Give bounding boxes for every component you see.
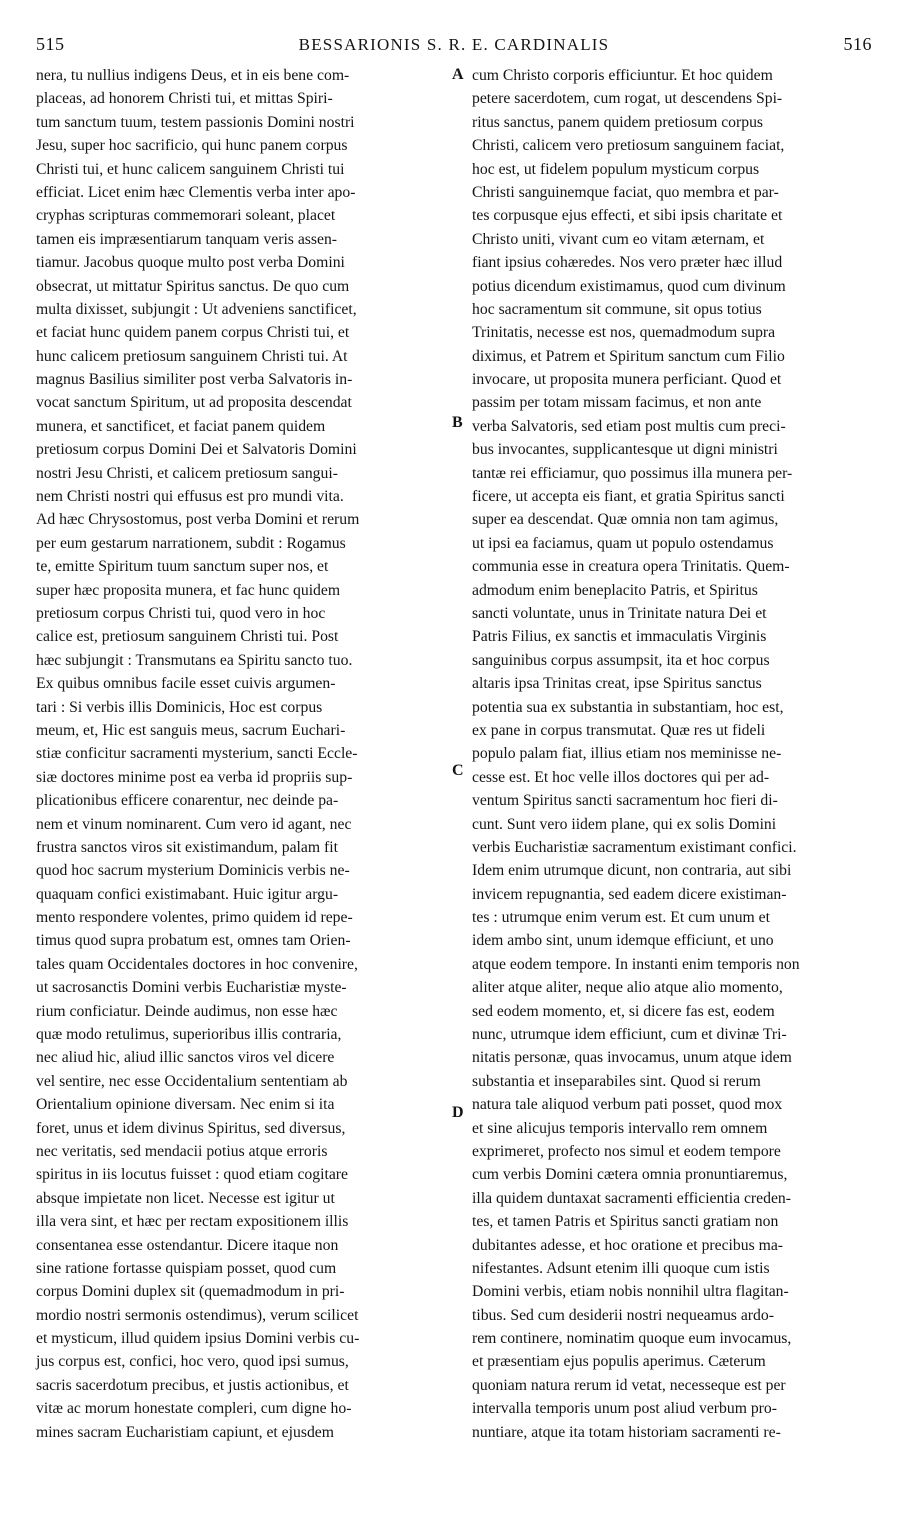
text-line: quoniam natura rerum id vetat, necesseque est per: [472, 1376, 786, 1394]
text-line: plicationibus efficere conarentur, nec deinde pa-: [36, 792, 339, 810]
text-line: verbis Eucharistiæ sacramentum existimant confici.: [472, 838, 797, 856]
text-line: frustra sanctos viros sit existimandum, palam fit: [36, 838, 338, 856]
text-line: Orientalium opinione diversam. Nec enim si ita: [36, 1096, 335, 1114]
text-line: spiritus in iis locutus fuisset : quod etiam cogitare: [36, 1166, 348, 1184]
text-line: cunt. Sunt vero iidem plane, qui ex solis Domini: [472, 815, 777, 833]
text-line: rium conficiatur. Deinde audimus, non esse hæc: [36, 1002, 338, 1020]
text-line: communia esse in creatura opera Trinitatis. Quem-: [472, 558, 790, 576]
text-line: ficere, ut accepta eis fiant, et gratia Spiritus sancti: [472, 488, 785, 506]
text-line: siæ doctores minime post ea verba id propriis sup-: [36, 768, 353, 786]
text-line: tes, et tamen Patris et Spiritus sancti gratiam non: [472, 1213, 779, 1231]
text-line: sine ratione fortasse quispiam posset, quod cum: [36, 1259, 337, 1277]
text-line: consentanea esse ostendantur. Dicere itaque non: [36, 1236, 339, 1254]
text-line: aliter atque aliter, neque alio atque alio momento,: [472, 979, 783, 997]
text-line: tes corpusque ejus effecti, et sibi ipsis charitate et: [472, 207, 783, 225]
text-line: altaris ipsa Trinitas creat, ipse Spiritus sanctus: [472, 675, 762, 693]
text-line: magnus Basilius similiter post verba Salvatoris in-: [36, 371, 353, 389]
text-line: ritus sanctus, panem quidem pretiosum corpus: [472, 113, 764, 131]
running-header: [36, 34, 872, 60]
text-line: pretiosum corpus Christi tui, quod vero in hoc: [36, 604, 326, 622]
text-line: munera, et sanctificet, et faciat panem quidem: [36, 417, 326, 435]
text-line: tales quam Occidentales doctores in hoc convenire,: [36, 955, 358, 973]
text-line: cum verbis Domini cætera omnia pronuntiaremus,: [472, 1166, 788, 1184]
text-line: Christi sanguinemque faciat, quo membra et par-: [472, 183, 779, 201]
text-line: tiamur. Jacobus quoque multo post verba Domini: [36, 254, 345, 272]
text-line: timus quod supra probatum est, omnes tam Orien-: [36, 932, 351, 950]
text-line: Patris Filius, ex sanctis et immaculatis Virginis: [472, 628, 767, 646]
text-line: diximus, et Patrem et Spiritum sanctum cum Filio: [472, 347, 785, 365]
text-line: tes : utrumque enim verum est. Et cum unum et: [472, 909, 771, 927]
text-line: nec veritatis, sed mendacii potius atque erroris: [36, 1142, 328, 1160]
text-line: tari : Si verbis illis Dominicis, Hoc est corpus: [36, 698, 323, 716]
text-line: hoc sacramentum sit commune, sit opus totius: [472, 300, 762, 318]
text-line: illa vera sint, et hæc per rectam expositionem illis: [36, 1213, 349, 1231]
text-line: ut ipsi ea faciamus, quam ut populo ostendamus: [472, 534, 774, 552]
text-line: verba Salvatoris, sed etiam post multis cum preci-: [472, 417, 786, 435]
text-line: invocare, ut proposita munera perficiant. Quod et: [472, 371, 782, 389]
text-line: hunc calicem pretiosum sanguinem Christi tui. At: [36, 347, 348, 365]
text-line: atque eodem tempore. In instanti enim temporis non: [472, 955, 800, 973]
text-line: Christi, calicem vero pretiosum sanguinem faciat,: [472, 137, 785, 155]
text-line: exprimeret, profecto nos simul et eodem tempore: [472, 1142, 781, 1160]
text-line: tibus. Sed cum desiderii nostri nequeamus ardo-: [472, 1306, 774, 1324]
text-line: sancti voluntate, unus in Trinitate natura Dei et: [472, 604, 767, 622]
text-line: mines sacram Eucharistiam capiunt, et ejusdem: [36, 1423, 334, 1441]
text-line: nec aliud hic, aliud illic sanctos viros vel dicere: [36, 1049, 335, 1067]
text-line: Idem enim utrumque dicunt, non contraria, aut sibi: [472, 862, 792, 880]
text-line: fiant ipsius cohæredes. Nos vero præter hæc illud: [472, 254, 783, 272]
text-line: vel sentire, nec esse Occidentalium sententiam ab: [36, 1072, 348, 1090]
text-line: tum sanctum tuum, testem passionis Domini nostri: [36, 113, 355, 131]
text-line: nuntiare, atque ita totam historiam sacramenti re-: [472, 1423, 781, 1441]
text-line: nunc, utrumque idem efficiunt, cum et divinæ Tri-: [472, 1026, 787, 1044]
text-line: mordio nostri sermonis ostendimus), verum scilicet: [36, 1306, 359, 1324]
section-marker-c: C: [452, 762, 464, 779]
text-line: invicem repugnantia, sed eadem dicere existiman-: [472, 885, 787, 903]
text-line: et præsentiam ejus populis aperimus. Cæterum: [472, 1353, 766, 1371]
text-line: bus invocantes, supplicantesque ut digni ministri: [472, 441, 778, 459]
text-line: efficiat. Licet enim hæc Clementis verba inter apo-: [36, 183, 356, 201]
section-marker-a: A: [452, 66, 464, 83]
text-line: super ea descendat. Quæ omnia non tam agimus,: [472, 511, 779, 529]
text-line: nitatis personæ, quas invocamus, unum atque idem: [472, 1049, 792, 1067]
text-line: tamen eis impræsentiarum tanquam veris assen-: [36, 230, 338, 248]
text-line: te, emitte Spiritum tuum sanctum super nos, et: [36, 558, 329, 576]
text-line: stiæ conficitur sacramenti mysterium, sancti Eccle-: [36, 745, 358, 763]
text-line: potentia sua ex substantia in substantiam, hoc est,: [472, 698, 784, 716]
running-title: BESSARIONIS S. R. E. CARDINALIS: [298, 35, 610, 54]
text-line: mento respondere volentes, primo quidem id repe-: [36, 909, 353, 927]
text-line: sed eodem momento, et, si dicere fas est, eodem: [472, 1002, 775, 1020]
text-line: nem et vinum nominarent. Cum vero id agant, nec: [36, 815, 352, 833]
text-line: vitæ ac morum honestate compleri, cum digne ho-: [36, 1400, 352, 1418]
text-line: passim per totam missam facimus, et non ante: [472, 394, 762, 412]
text-line: idem ambo sint, unum idemque efficiunt, et uno: [472, 932, 774, 950]
text-line: cesse est. Et hoc velle illos doctores qui per ad-: [472, 768, 770, 786]
text-line: hoc est, ut fidelem populum mysticum corpus: [472, 160, 760, 178]
text-line: nostri Jesu Christi, et calicem pretiosum sangui-: [36, 464, 338, 482]
text-line: calice est, pretiosum sanguinem Christi tui. Post: [36, 628, 339, 646]
page-number-right: 516: [843, 34, 872, 54]
text-line: per eum gestarum narrationem, subdit : Rogamus: [36, 534, 346, 552]
text-line: substantia et inseparabiles sint. Quod si rerum: [472, 1072, 761, 1090]
text-line: et faciat hunc quidem panem corpus Christi tui, et: [36, 324, 350, 342]
text-line: nem Christi nostri qui effusus est pro mundi vita.: [36, 488, 344, 506]
text-line: meum, et, Hic est sanguis meus, sacrum Euchari-: [36, 721, 346, 739]
text-line: Christo uniti, vivant cum eo vitam æternam, et: [472, 230, 765, 248]
text-line: Domini verbis, etiam nobis nonnihil ultra flagitan-: [472, 1283, 789, 1301]
text-line: quæ modo retulimus, superioribus illis contraria,: [36, 1026, 342, 1044]
text-line: vocat sanctum Spiritum, ut ad proposita descendat: [36, 394, 352, 412]
text-line: cryphas scripturas commemorari soleant, placet: [36, 207, 336, 225]
text-line: sanguinibus corpus assumpsit, ita et hoc corpus: [472, 651, 770, 669]
text-line: super hæc proposita munera, et fac hunc quidem: [36, 581, 341, 599]
text-line: Ex quibus omnibus facile esset cuivis argumen-: [36, 675, 336, 693]
text-line: nera, tu nullius indigens Deus, et in eis bene com-: [36, 67, 350, 84]
text-line: placeas, ad honorem Christi tui, et mittas Spiri-: [36, 90, 333, 108]
text-line: absque impietate non licet. Necesse est igitur ut: [36, 1189, 335, 1207]
text-line: potius dicendum existimamus, quod cum divinum: [472, 277, 786, 295]
text-line: hæc subjungit : Transmutans ea Spiritu sancto tuo.: [36, 651, 353, 669]
text-line: cum Christo corporis efficiuntur. Et hoc quidem: [472, 67, 773, 84]
text-line: multa dixisset, subjungit : Ut adveniens sanctificet,: [36, 300, 357, 318]
text-line: ventum Spiritus sancti sacramentum hoc fieri di-: [472, 792, 778, 810]
text-line: Ad hæc Chrysostomus, post verba Domini et rerum: [36, 511, 360, 529]
text-line: dubitantes adesse, et hoc oratione et precibus ma-: [472, 1236, 784, 1254]
text-line: et sine alicujus temporis intervallo rem omnem: [472, 1119, 768, 1137]
text-line: admodum enim beneplacito Patris, et Spiritus: [472, 581, 758, 599]
text-line: obsecrat, ut mittatur Spiritus sanctus. De quo cum: [36, 277, 350, 295]
text-line: rem continere, nominatim quoque eum invocamus,: [472, 1330, 792, 1348]
section-marker-b: B: [452, 414, 463, 431]
text-line: et mysticum, illud quidem ipsius Domini verbis cu-: [36, 1330, 360, 1348]
text-line: Jesu, super hoc sacrificio, qui hunc panem corpus: [36, 137, 348, 155]
page-number-left: 515: [36, 34, 65, 54]
text-line: nifestantes. Adsunt etenim illi quoque cum istis: [472, 1259, 770, 1277]
text-line: Trinitatis, necesse est nos, quemadmodum supra: [472, 324, 776, 342]
text-line: foret, unus et idem divinus Spiritus, sed diversus,: [36, 1119, 346, 1137]
text-line: illa quidem duntaxat sacramenti efficientia creden-: [472, 1189, 791, 1207]
text-line: ex pane in corpus transmutat. Quæ res ut fideli: [472, 721, 766, 739]
text-line: petere sacerdotem, cum rogat, ut descendens Spi-: [472, 90, 783, 108]
text-line: ut sacrosanctis Domini verbis Eucharistiæ myste-: [36, 979, 347, 997]
left-column: [36, 64, 446, 1444]
text-line: corpus Domini duplex sit (quemadmodum in pri-: [36, 1283, 345, 1301]
section-marker-d: D: [452, 1104, 464, 1121]
text-line: populo palam fiat, illius etiam nos meminisse ne-: [472, 745, 782, 763]
text-line: Christi tui, et hunc calicem sanguinem Christi tui: [36, 160, 345, 178]
text-line: quod hoc sacrum mysterium Dominicis verbis ne-: [36, 862, 350, 880]
right-column: [472, 64, 882, 1444]
text-line: jus corpus est, confici, hoc vero, quod ipsi sumus,: [36, 1353, 349, 1371]
text-line: quaquam confici existimabant. Huic igitur argu-: [36, 885, 339, 903]
text-line: tantæ rei efficiamur, quo possimus illa munera per-: [472, 464, 793, 482]
text-line: natura tale aliquod verbum pati posset, quod mox: [472, 1096, 783, 1114]
text-line: intervalla temporis unum post aliud verbum pro-: [472, 1400, 777, 1418]
text-line: pretiosum corpus Domini Dei et Salvatoris Domini: [36, 441, 357, 459]
text-line: sacris sacerdotum precibus, et justis actionibus, et: [36, 1376, 349, 1394]
